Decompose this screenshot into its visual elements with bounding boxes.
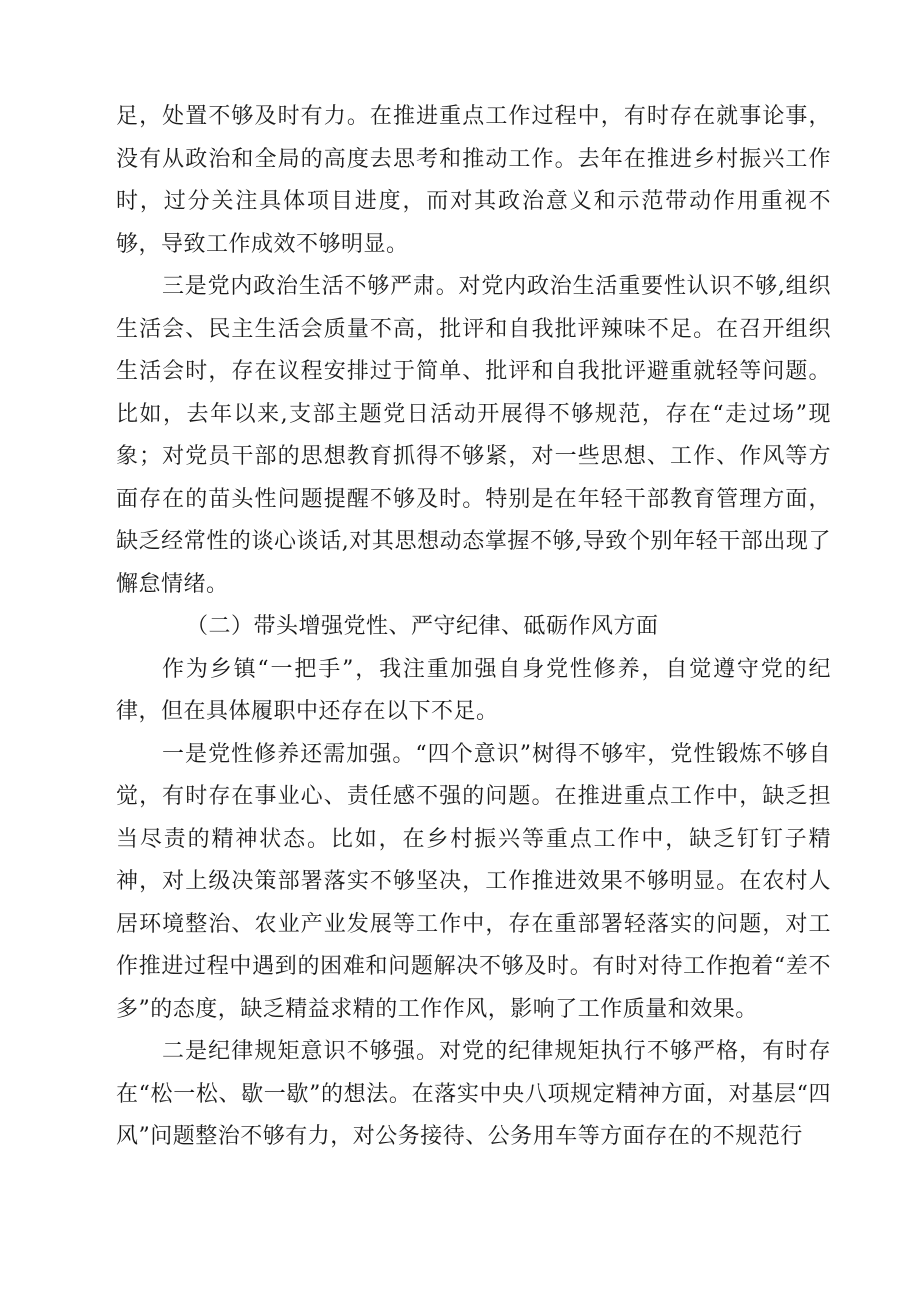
- paragraph-intro: 作为乡镇“一把手”，我注重加强自身党性修养，自觉遵守党的纪律，但在具体履职中还存在以下不足。: [116, 656, 831, 724]
- paragraph-party-life: 三是党内政治生活不够严肃。对党内政治生活重要性认识不够,组织生活会、民主生活会质量不高，批评和自我批评辣味不足。在召开组织生活会时，存在议程安排过于简单、批评和自我批评避重就轻等问题。比如，去年以来,支部主题党日活动开展得不够规范，存在“走过场”现象；对党员干部的思想教育抓得不够紧，对一些思想、工作、作风等方面存在的苗头性问题提醒不够及时。特别是在年轻干部教育管理方面，缺乏经常性的谈心谈话,对其思想动态掌握不够,导致个别年轻干部出现了懈怠情绪。: [116, 274, 831, 597]
- section-heading: （二）带头增强党性、严守纪律、砥砺作风方面: [186, 614, 659, 639]
- paragraph-discipline: 二是纪律规矩意识不够强。对党的纪律规矩执行不够严格，有时存在“松一松、歇一歇”的想法。在落实中央八项规定精神方面，对基层“四风”问题整治不够有力，对公务接待、公务用车等方面存在的不规范行: [116, 1039, 831, 1149]
- document-body: [116, 96, 831, 1159]
- paragraph-continuation: 足，处置不够及时有力。在推进重点工作过程中，有时存在就事论事，没有从政治和全局的高度去思考和推动工作。去年在推进乡村振兴工作时，过分关注具体项目进度，而对其政治意义和示范带动作用重视不够，导致工作成效不够明显。: [116, 104, 831, 257]
- paragraph-party-spirit: 一是党性修养还需加强。“四个意识”树得不够牢，党性锻炼不够自觉，有时存在事业心、责任感不强的问题。在推进重点工作中，缺乏担当尽责的精神状态。比如，在乡村振兴等重点工作中，缺乏钉钉子精神，对上级决策部署落实不够坚决，工作推进效果不够明显。在农村人居环境整治、农业产业发展等工作中，存在重部署轻落实的问题，对工作推进过程中遇到的困难和问题解决不够及时。有时对待工作抱着“差不多”的态度，缺乏精益求精的工作作风，影响了工作质量和效果。: [116, 741, 831, 1022]
